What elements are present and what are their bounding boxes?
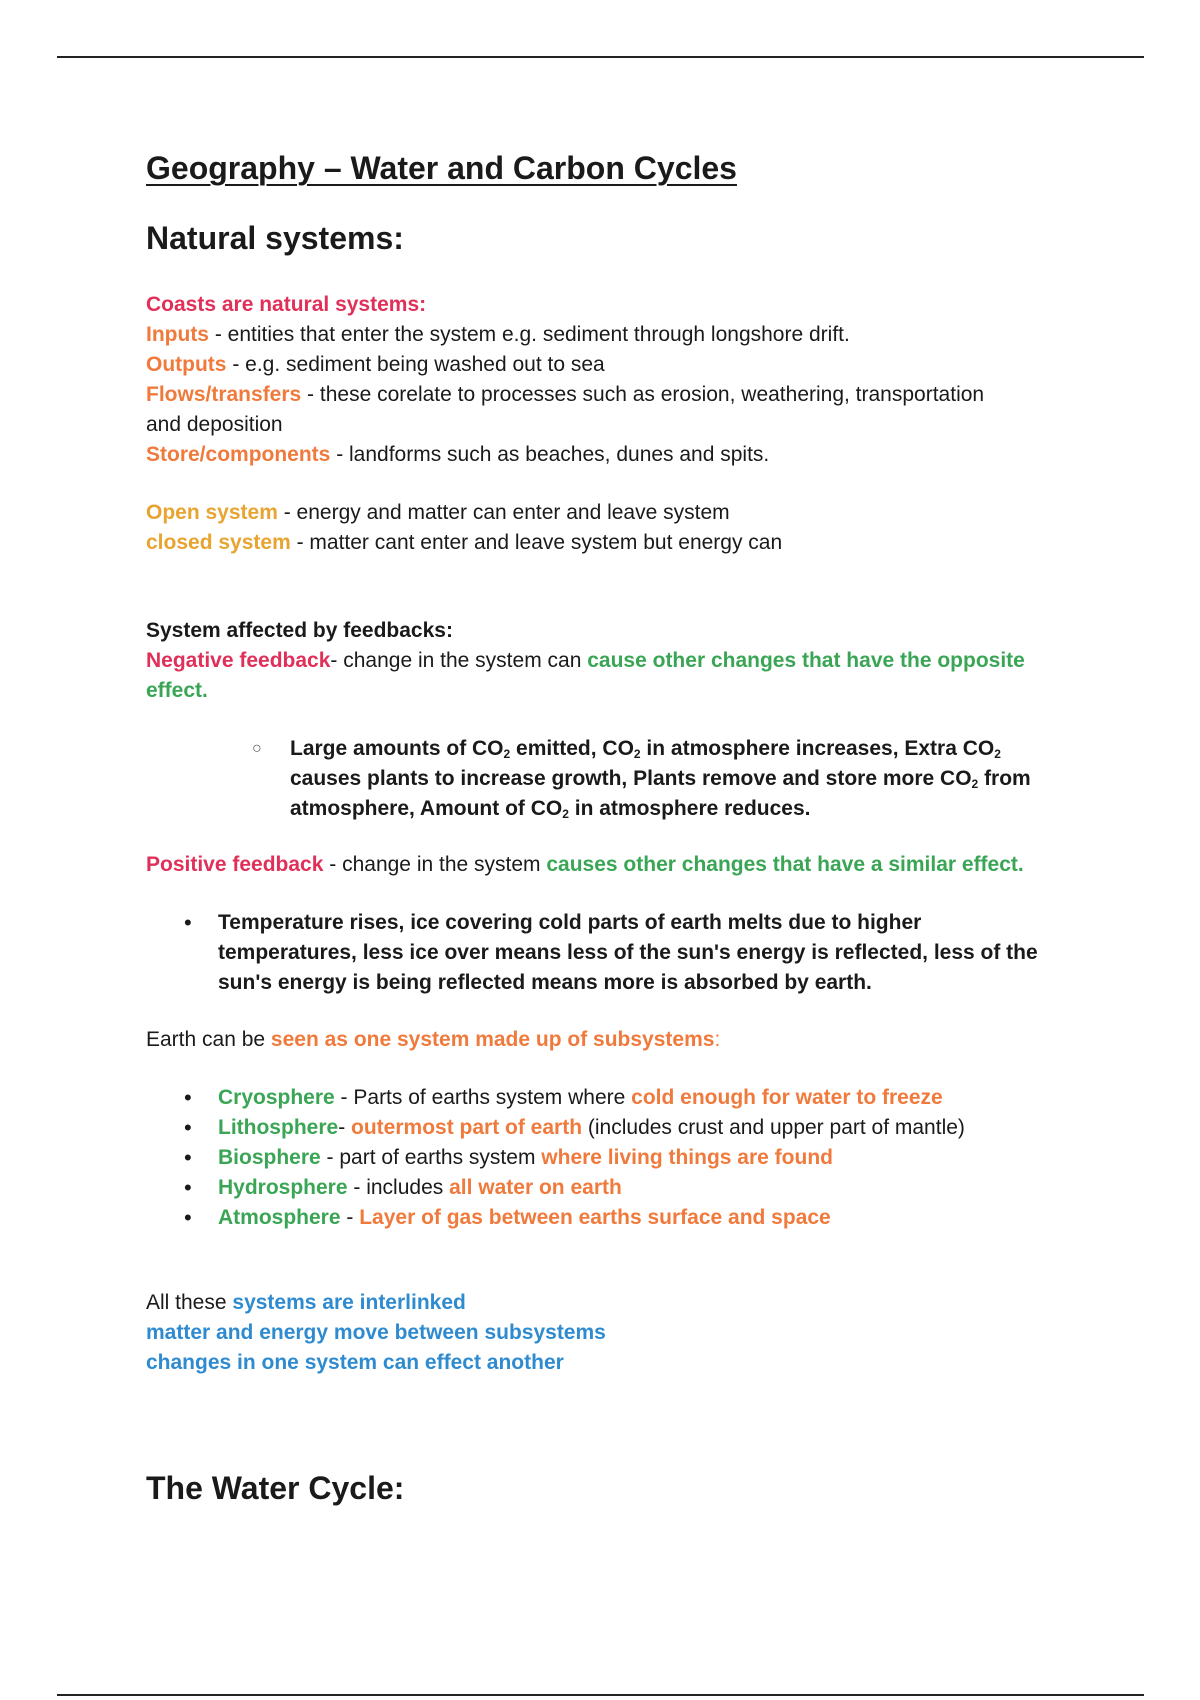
subsystem-highlight: cold enough for water to freeze — [631, 1086, 943, 1109]
co2-text-2: emitted, CO — [510, 737, 634, 760]
natural-systems-heading: Natural systems: — [146, 220, 404, 256]
subsystem-term: Lithosphere — [218, 1116, 339, 1139]
positive-feedback-term: Positive feedback — [146, 853, 324, 876]
outputs-text: - e.g. sediment being washed out to sea — [226, 353, 605, 376]
system-types-block — [146, 498, 782, 558]
inputs-term: Inputs — [146, 323, 209, 346]
bullet-icon: • — [184, 910, 192, 935]
positive-feedback-text: - change in the system — [323, 853, 547, 876]
subsystem-term: Atmosphere — [218, 1206, 341, 1229]
negative-feedback-highlight: cause other changes that have the opposite — [587, 649, 1025, 672]
list-item — [184, 1083, 965, 1113]
co2-sub-3: 2 — [994, 747, 1001, 761]
subsystem-highlight: Layer of gas between earths surface and space — [359, 1206, 831, 1229]
coasts-block — [146, 290, 984, 470]
bullet-icon: • — [184, 1145, 192, 1170]
subsystem-text: - — [338, 1116, 352, 1139]
stores-line — [146, 440, 984, 470]
interlinked-highlight: systems are interlinked — [232, 1291, 466, 1314]
feedbacks-heading: System affected by feedbacks: — [146, 619, 453, 642]
co2-text-3: in atmosphere increases, Extra CO — [640, 737, 995, 760]
interlinked-prefix: All these — [146, 1291, 233, 1314]
inputs-text: - entities that enter the system e.g. sediment through longshore drift. — [209, 323, 850, 346]
subsystems-intro-line — [146, 1025, 720, 1055]
open-system-line — [146, 498, 782, 528]
subsystem-term: Hydrosphere — [218, 1176, 348, 1199]
open-system-text: - energy and matter can enter and leave system — [277, 501, 730, 524]
co2-text-5: from — [978, 767, 1031, 790]
positive-feedback-highlight: causes other changes that have a similar effect. — [546, 853, 1024, 876]
positive-example-line-1: Temperature rises, ice covering cold parts of earth melts due to higher — [218, 911, 922, 934]
bullet-icon: • — [184, 1115, 192, 1140]
positive-example-text — [218, 908, 1048, 998]
subsystems-list — [184, 1083, 965, 1233]
negative-example-text — [290, 734, 1050, 824]
flows-line — [146, 380, 984, 410]
bullet-icon: • — [184, 1205, 192, 1230]
top-rule — [57, 56, 1144, 58]
subsystems-intro-text: Earth can be — [146, 1028, 271, 1051]
stores-text: - landforms such as beaches, dunes and spits. — [330, 443, 770, 466]
flows-text: - these corelate to processes such as erosion, weathering, transportation — [301, 383, 985, 406]
positive-example-line-3: sun's energy is being reflected means more is absorbed by earth. — [218, 971, 872, 994]
subsystems-intro — [146, 1025, 720, 1055]
closed-system-line — [146, 528, 782, 558]
list-item — [184, 1143, 965, 1173]
co2-sub-4: 2 — [971, 777, 979, 791]
co2-sub-6: 2 — [562, 807, 569, 821]
co2-text-1: Large amounts of CO — [290, 737, 504, 760]
negative-feedback-text: - change in the system can — [330, 649, 588, 672]
open-system-term: Open system — [146, 501, 278, 524]
subsystem-term: Cryosphere — [218, 1086, 335, 1109]
subsystems-intro-highlight: seen as one system made up of subsystems — [270, 1028, 715, 1051]
page-title: Geography – Water and Carbon Cycles — [146, 150, 737, 186]
co2-text-4: causes plants to increase growth, Plants remove and store more CO — [290, 767, 972, 790]
feedbacks-block — [146, 616, 1025, 706]
interlinked-line-3: changes in one system can effect another — [146, 1351, 564, 1374]
positive-example — [184, 908, 1048, 998]
negative-feedback-highlight-cont: effect. — [146, 679, 208, 702]
subsystem-text: - includes — [347, 1176, 450, 1199]
positive-feedback-line — [146, 850, 1024, 880]
subsystems-intro-colon: : — [714, 1028, 721, 1051]
co2-text-7: in atmosphere reduces. — [568, 797, 811, 820]
subsystem-highlight: where living things are found — [541, 1146, 833, 1169]
subsystem-highlight: outermost part of earth — [351, 1116, 583, 1139]
stores-term: Store/components — [146, 443, 331, 466]
negative-feedback-line — [146, 646, 1025, 676]
list-item — [184, 1173, 965, 1203]
bottom-rule — [57, 1694, 1144, 1696]
subsystem-text: - Parts of earths system where — [334, 1086, 632, 1109]
closed-system-text: - matter cant enter and leave system but energy can — [290, 531, 783, 554]
interlinked-line-1 — [146, 1288, 606, 1318]
negative-feedback-term: Negative feedback — [146, 649, 331, 672]
co2-sub-1: 2 — [503, 747, 511, 761]
positive-example-line-2: temperatures, less ice over means less of the sun's energy is reflected, less of the — [218, 941, 1038, 964]
flows-term: Flows/transfers — [146, 383, 302, 406]
co2-sub-2: 2 — [633, 747, 641, 761]
outputs-line — [146, 350, 984, 380]
co2-text-6: atmosphere, Amount of CO — [290, 797, 563, 820]
closed-system-term: closed system — [146, 531, 291, 554]
interlinked-line-2: matter and energy move between subsystems — [146, 1321, 606, 1344]
subsystem-text: - — [340, 1206, 360, 1229]
negative-example — [252, 734, 1050, 824]
flows-line-cont: and deposition — [146, 413, 283, 436]
interlinked-block — [146, 1288, 606, 1378]
water-cycle-heading: The Water Cycle: — [146, 1470, 405, 1506]
subsystem-tail: (includes crust and upper part of mantle) — [582, 1116, 965, 1139]
list-item — [184, 1203, 965, 1233]
bullet-icon: • — [184, 1085, 192, 1110]
outputs-term: Outputs — [146, 353, 227, 376]
list-item — [184, 1113, 965, 1143]
positive-feedback-row — [146, 850, 1024, 880]
subsystem-text: - part of earths system — [320, 1146, 542, 1169]
subsystem-term: Biosphere — [218, 1146, 321, 1169]
hollow-bullet-icon: ○ — [252, 740, 262, 757]
inputs-line — [146, 320, 984, 350]
bullet-icon: • — [184, 1175, 192, 1200]
subsystem-highlight: all water on earth — [449, 1176, 622, 1199]
coasts-heading: Coasts are natural systems: — [146, 293, 427, 316]
